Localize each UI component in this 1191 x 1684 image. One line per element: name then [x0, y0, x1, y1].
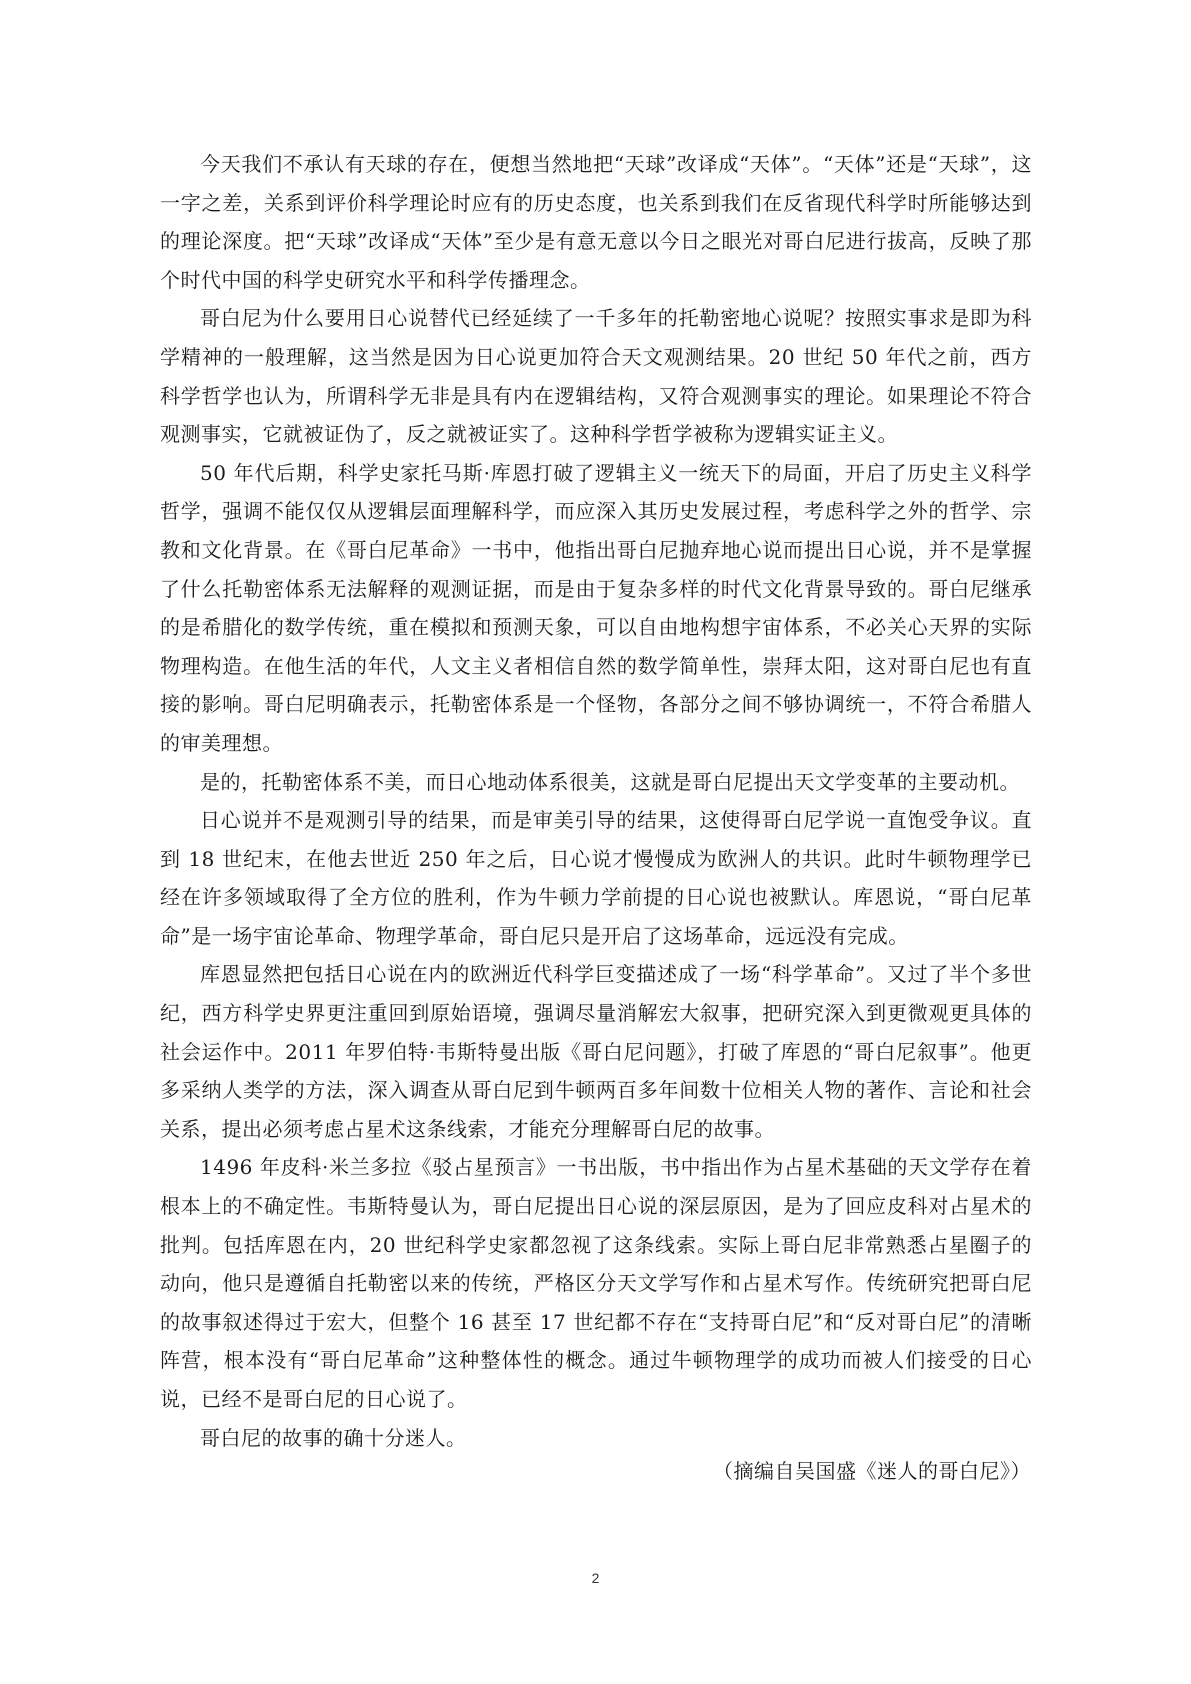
paragraph-4: 是的，托勒密体系不美，而日心地动体系很美，这就是哥白尼提出天文学变革的主要动机。	[200, 769, 1020, 794]
paragraph-8: 哥白尼的故事的确十分迷人。	[200, 1425, 467, 1450]
paragraph-2: 哥白尼为什么要用日心说替代已经延续了一千多年的托勒密地心说呢？按照实事求是即为科学精神的一般理解，这当然是因为日心说更加符合天文观测结果。20 世纪 50 年代之前，西方科学哲学也认为，所谓科学无非是具有内在逻辑结构，又符合观测事实的理论。如果理论不符合观测事实，它就被证伪了，反之就被证实了。这种科学哲学被称为逻辑实证主义。	[160, 306, 1032, 447]
paragraph-5: 日心说并不是观测引导的结果，而是审美引导的结果，这使得哥白尼学说一直饱受争议。直到 18 世纪末，在他去世近 250 年之后，日心说才慢慢成为欧洲人的共识。此时牛顿物理学已经在许多领域取得了全方位的胜利，作为牛顿力学前提的日心说也被默认。库恩说，“哥白尼革命”是一场宇宙论革命、物理学革命，哥白尼只是开启了这场革命，远远没有完成。	[160, 808, 1032, 948]
paragraph-3: 50 年代后期，科学史家托马斯·库恩打破了逻辑主义一统天下的局面，开启了历史主义科学哲学，强调不能仅仅从逻辑层面理解科学，而应深入其历史发展过程，考虑科学之外的哲学、宗教和文化背景。在《哥白尼革命》一书中，他指出哥白尼抛弃地心说而提出日心说，并不是掌握了什么托勒密体系无法解释的观测证据，而是由于复杂多样的时代文化背景导致的。哥白尼继承的是希腊化的数学传统，重在模拟和预测天象，可以自由地构想宇宙体系，不必关心天界的实际物理构造。在他生活的年代，人文主义者相信自然的数学简单性，崇拜太阳，这对哥白尼也有直接的影响。哥白尼明确表示，托勒密体系是一个怪物，各部分之间不够协调统一，不符合希腊人的审美理想。	[160, 460, 1032, 755]
page-number: 2	[591, 1570, 600, 1586]
paragraph-1: 今天我们不承认有天球的存在，便想当然地把“天球”改译成“天体”。“天体”还是“天球”，这一字之差，关系到评价科学理论时应有的历史态度，也关系到我们在反省现代科学时所能够达到的理论深度。把“天球”改译成“天体”至少是有意无意以今日之眼光对哥白尼进行拔高，反映了那个时代中国的科学史研究水平和科学传播理念。	[160, 152, 1032, 292]
article-body	[160, 145, 1032, 1457]
source-citation: （摘编自吴国盛《迷人的哥白尼》）	[713, 1459, 1031, 1483]
paragraph-7: 1496 年皮科·米兰多拉《驳占星预言》一书出版，书中指出作为占星术基础的天文学存在着根本上的不确定性。韦斯特曼认为，哥白尼提出日心说的深层原因，是为了回应皮科对占星术的批判。包括库恩在内，20 世纪科学史家都忽视了这条线索。实际上哥白尼非常熟悉占星圈子的动向，他只是遵循自托勒密以来的传统，严格区分天文学写作和占星术写作。传统研究把哥白尼的故事叙述得过于宏大，但整个 16 甚至 17 世纪都不存在“支持哥白尼”和“反对哥白尼”的清晰阵营，根本没有“哥白尼革命”这种整体性的概念。通过牛顿物理学的成功而被人们接受的日心说，已经不是哥白尼的日心说了。	[160, 1155, 1032, 1411]
paragraph-6: 库恩显然把包括日心说在内的欧洲近代科学巨变描述成了一场“科学革命”。又过了半个多世纪，西方科学史界更注重回到原始语境，强调尽量消解宏大叙事，把研究深入到更微观更具体的社会运作中。2011 年罗伯特·韦斯特曼出版《哥白尼问题》，打破了库恩的“哥白尼叙事”。他更多采纳人类学的方法，深入调查从哥白尼到牛顿两百多年间数十位相关人物的著作、言论和社会关系，提出必须考虑占星术这条线索，才能充分理解哥白尼的故事。	[160, 962, 1032, 1141]
